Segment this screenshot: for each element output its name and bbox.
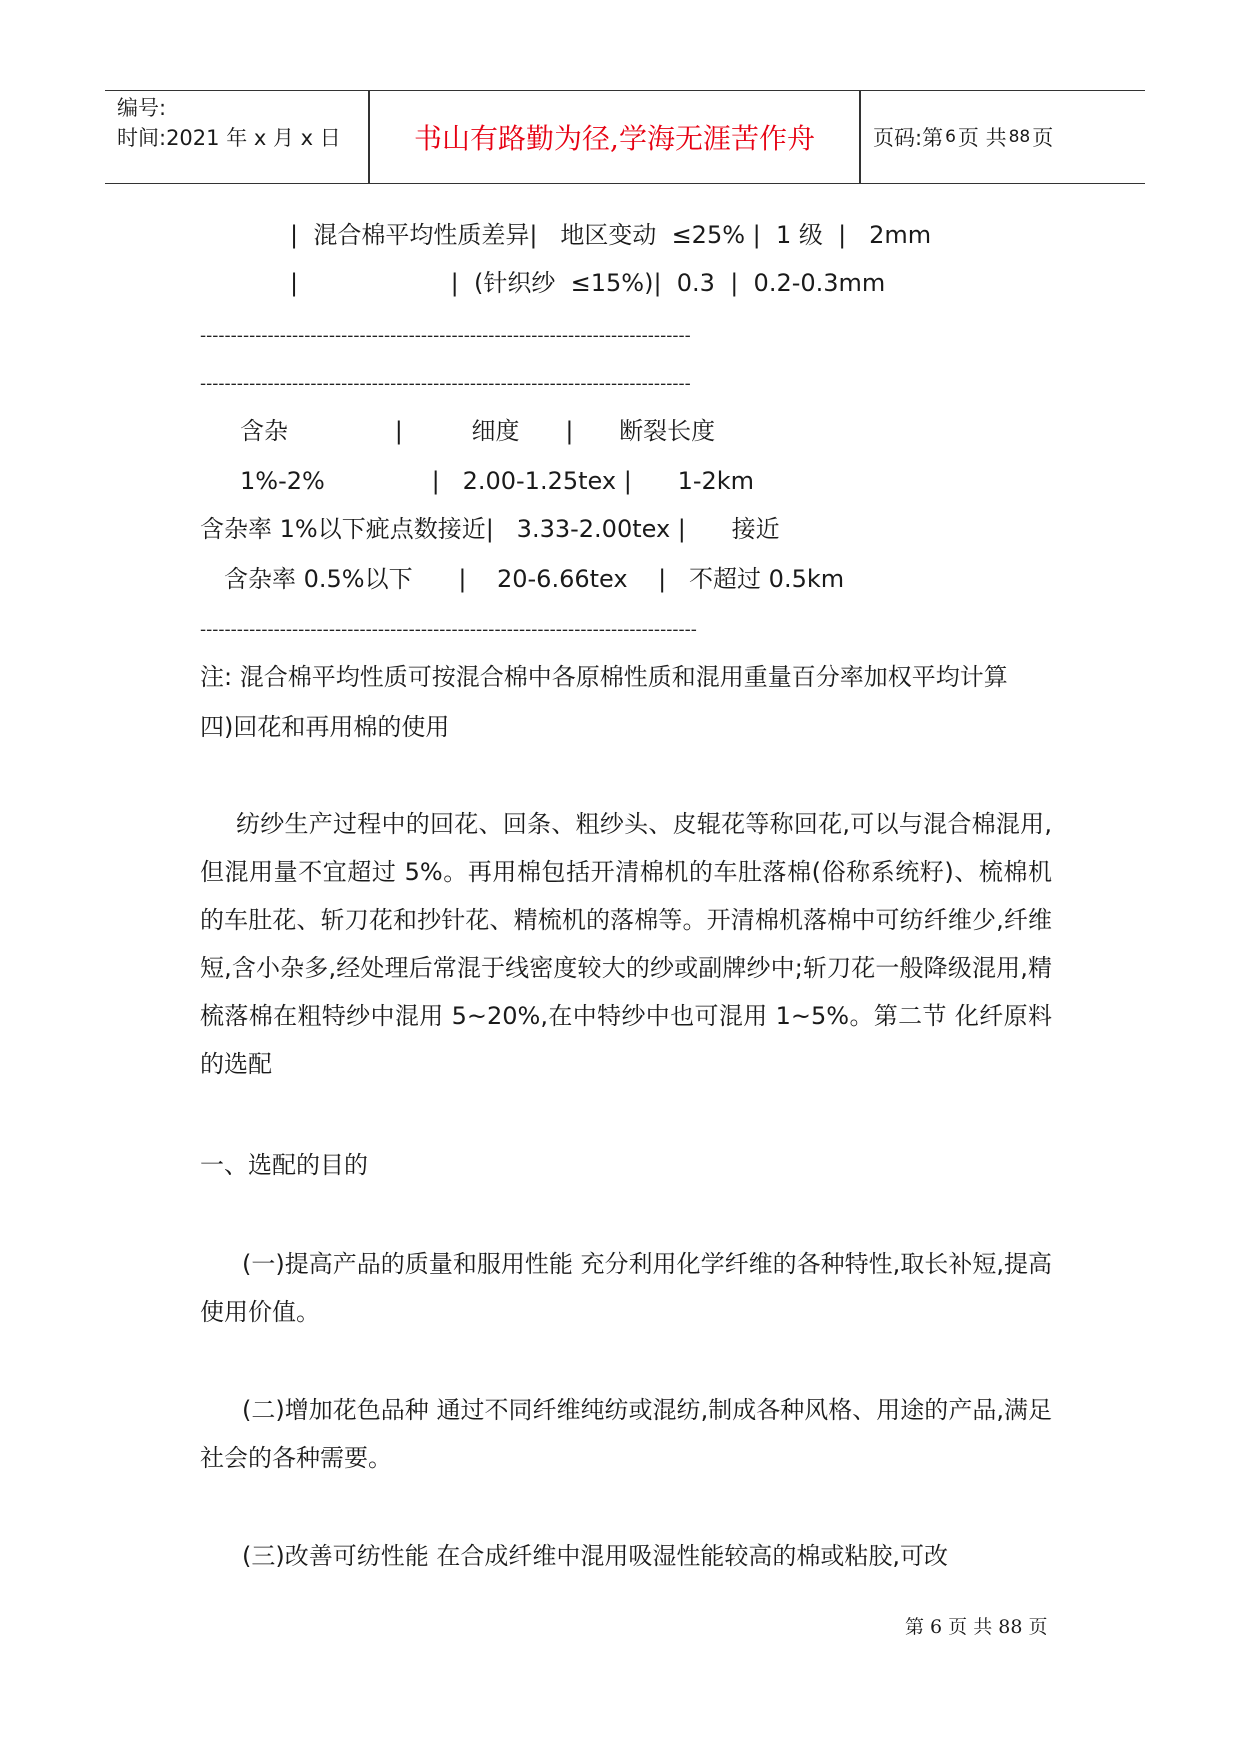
- table-row: | 混合棉平均性质差异| 地区变动 ≤25% | 1 级 | 2mm: [290, 221, 932, 249]
- page-footer: 第 6 页 共 88 页: [905, 1616, 1048, 1638]
- header-motto: 书山有路勤为径,学海无涯苦作舟: [414, 122, 815, 155]
- section-heading: 一、选配的目的: [200, 1151, 368, 1179]
- header-left: [117, 93, 367, 153]
- header-page-info: [873, 91, 1053, 183]
- table-row: | | (针织纱 ≤15%)| 0.3 | 0.2-0.3mm: [290, 269, 886, 297]
- page-mid: 页 共: [957, 126, 1007, 150]
- table-header-row: 含杂 | 细度 | 断裂长度: [240, 417, 716, 445]
- table-divider: ---------------------------------------------------------------------------------: [200, 620, 697, 640]
- table-row: 含杂率 0.5%以下 | 20-6.66tex | 不超过 0.5km: [224, 565, 845, 593]
- page-prefix: 页码:第: [873, 126, 944, 150]
- document-time: 时间:2021 年 x 月 x 日: [117, 126, 341, 150]
- document-number-label: 编号:: [117, 96, 167, 120]
- section-heading: 四)回花和再用棉的使用: [200, 713, 450, 741]
- page-total: 88: [1008, 127, 1031, 147]
- header-divider: [859, 91, 861, 183]
- table-divider: --------------------------------------------------------------------------------: [200, 374, 691, 394]
- table-divider: --------------------------------------------------------------------------------: [200, 326, 691, 346]
- body-paragraph: (二)增加花色品种 通过不同纤维纯纺或混纺,制成各种风格、用途的产品,满足社会的各种需要。: [200, 1396, 1052, 1472]
- table-row: 1%-2% | 2.00-1.25tex | 1-2km: [240, 467, 755, 495]
- body-paragraph: (三)改善可纺性能 在合成纤维中混用吸湿性能较高的棉或粘胶,可改: [242, 1542, 948, 1570]
- table-row: 含杂率 1%以下疵点数接近| 3.33-2.00tex | 接近: [200, 515, 780, 543]
- page-number: 6: [945, 127, 956, 147]
- page-header: [105, 90, 1145, 184]
- body-paragraph: 纺纱生产过程中的回花、回条、粗纱头、皮辊花等称回花,可以与混合棉混用,但混用量不宜超过 5%。再用棉包括开清棉机的车肚落棉(俗称系统籽)、梳棉机的车肚花、斩刀花和抄针花、精梳机的落棉等。开清棉机落棉中可纺纤维少,纤维短,含小杂多,经处理后常混于线密度较大的纱或副牌纱中;斩刀花一般降级混用,精梳落棉在粗特纱中混用 5~20%,在中特纱中也可混用 1~5%。第二节 化纤原料的选配: [200, 810, 1052, 1078]
- page-suffix: 页: [1032, 126, 1054, 150]
- body-paragraph: (一)提高产品的质量和服用性能 充分利用化学纤维的各种特性,取长补短,提高使用价值。: [200, 1250, 1052, 1326]
- table-note: 注: 混合棉平均性质可按混合棉中各原棉性质和混用重量百分率加权平均计算: [200, 663, 1008, 691]
